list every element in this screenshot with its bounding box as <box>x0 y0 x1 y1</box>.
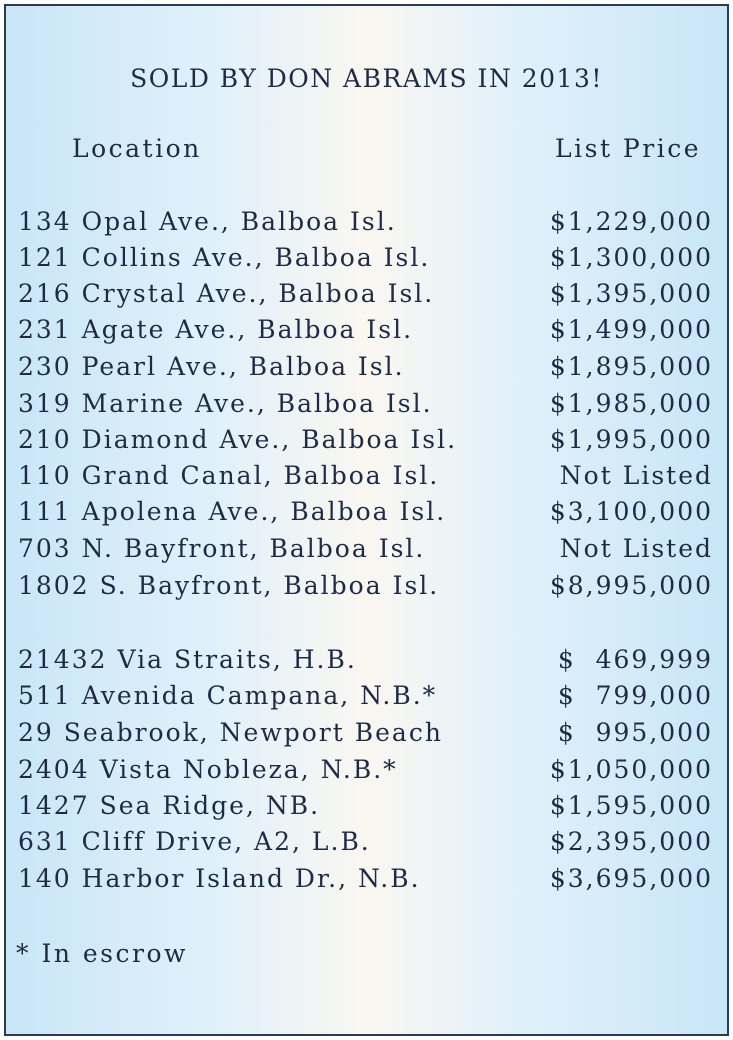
row-location: 111 Apolena Ave., Balboa Isl. <box>18 497 447 526</box>
row-location: 703 N. Bayfront, Balboa Isl. <box>18 534 426 563</box>
row-location: 216 Crystal Ave., Balboa Isl. <box>18 279 435 308</box>
row-price: $ 799,000 <box>557 681 713 710</box>
row-location: 319 Marine Ave., Balboa Isl. <box>18 389 433 418</box>
row-location: 210 Diamond Ave., Balboa Isl. <box>18 425 458 454</box>
location-column-header: Location <box>72 134 202 163</box>
table-row <box>18 458 713 494</box>
table-row <box>18 531 713 567</box>
row-price: $ 469,999 <box>557 645 713 674</box>
row-location: 230 Pearl Ave., Balboa Isl. <box>18 352 405 381</box>
table-row <box>18 422 713 458</box>
row-price: $1,499,000 <box>549 315 713 344</box>
list-price-column-header: List Price <box>555 134 701 163</box>
table-row <box>18 678 713 714</box>
row-location: 121 Collins Ave., Balboa Isl. <box>18 243 431 272</box>
table-row <box>18 788 713 824</box>
row-location: 21432 Via Straits, H.B. <box>18 645 357 674</box>
row-price: $2,395,000 <box>549 827 713 856</box>
row-price: Not Listed <box>559 534 713 563</box>
row-location: 2404 Vista Nobleza, N.B.* <box>18 755 398 784</box>
table-row <box>18 386 713 422</box>
row-price: $1,395,000 <box>549 279 713 308</box>
table-row <box>18 312 713 348</box>
row-price: Not Listed <box>559 461 713 490</box>
row-price: $1,995,000 <box>549 425 713 454</box>
row-location: 511 Avenida Campana, N.B.* <box>18 681 438 710</box>
row-location: 134 Opal Ave., Balboa Isl. <box>18 207 397 236</box>
page-title: SOLD BY DON ABRAMS IN 2013! <box>130 64 603 93</box>
table-row <box>18 204 713 240</box>
table-row <box>18 240 713 276</box>
row-price: $3,100,000 <box>549 497 713 526</box>
row-price: $1,050,000 <box>549 755 713 784</box>
row-price: $1,300,000 <box>549 243 713 272</box>
row-location: 231 Agate Ave., Balboa Isl. <box>18 315 414 344</box>
row-price: $1,229,000 <box>549 207 713 236</box>
table-row <box>18 752 713 788</box>
table-row <box>18 276 713 312</box>
row-location: 631 Cliff Drive, A2, L.B. <box>18 827 371 856</box>
sold-listings-panel <box>4 4 729 1036</box>
row-location: 1802 S. Bayfront, Balboa Isl. <box>18 571 440 600</box>
row-location: 110 Grand Canal, Balboa Isl. <box>18 461 440 490</box>
row-price: $8,995,000 <box>549 571 713 600</box>
table-row <box>18 824 713 860</box>
table-row <box>18 349 713 385</box>
row-price: $3,695,000 <box>549 864 713 893</box>
table-row <box>18 715 713 751</box>
row-location: 29 Seabrook, Newport Beach <box>18 718 443 747</box>
table-row <box>18 642 713 678</box>
escrow-footnote: * In escrow <box>16 939 188 968</box>
table-row <box>18 568 713 604</box>
row-location: 140 Harbor Island Dr., N.B. <box>18 864 421 893</box>
row-price: $1,895,000 <box>549 352 713 381</box>
row-price: $ 995,000 <box>557 718 713 747</box>
table-row <box>18 861 713 897</box>
row-price: $1,985,000 <box>549 389 713 418</box>
row-price: $1,595,000 <box>549 791 713 820</box>
row-location: 1427 Sea Ridge, NB. <box>18 791 321 820</box>
table-row <box>18 494 713 530</box>
